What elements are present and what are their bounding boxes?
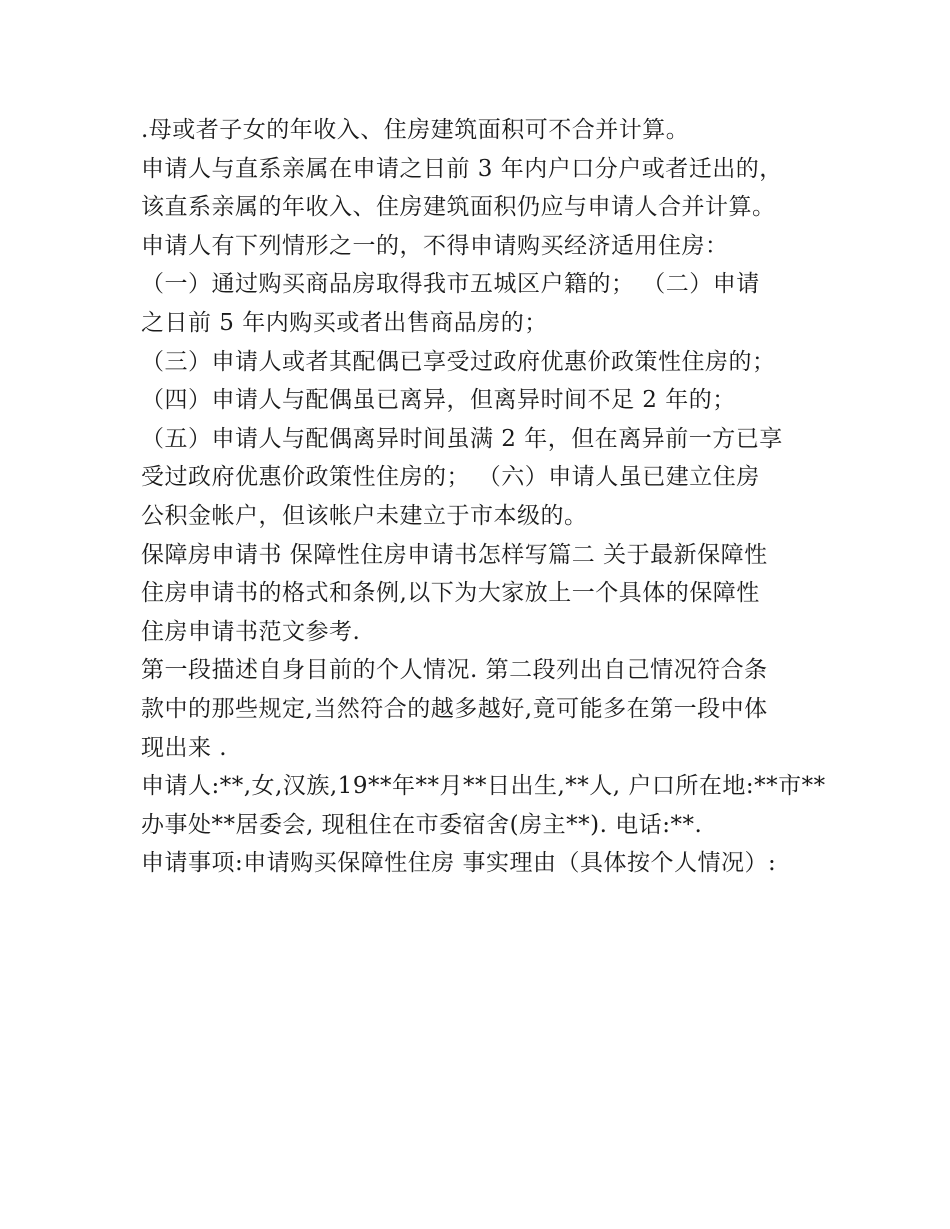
text-line: 受过政府优惠价政策性住房的； （六）申请人虽已建立住房 — [141, 464, 760, 491]
text-line: 保障房申请书 保障性住房申请书怎样写篇二 关于最新保障性 — [141, 541, 768, 568]
text-line: 该直系亲属的年收入、住房建筑面积仍应与申请人合并计算。 — [141, 194, 776, 221]
text-line: .母或者子女的年收入、住房建筑面积可不合并计算。 — [141, 117, 690, 143]
text-line: 申请人有下列情形之一的，不得申请购买经济适用住房： — [141, 232, 729, 259]
text-line: 办事处**居委会, 现租住在市委宿舍(房主**). 电话:**. — [141, 811, 703, 838]
text-line: 款中的那些规定,当然符合的越多越好,竟可能多在第一段中体 — [141, 695, 768, 722]
text-line: 之日前 5 年内购买或者出售商品房的； — [141, 309, 548, 336]
document-body — [141, 111, 826, 883]
text-line: 申请事项:申请购买保障性住房 事实理由（具体按个人情况）: — [141, 850, 777, 877]
text-line: （五）申请人与配偶离异时间虽满 2 年，但在离异前一方已享 — [141, 425, 783, 452]
text-line: 申请人与直系亲属在申请之日前 3 年内户口分户或者迁出的， — [141, 155, 783, 182]
text-line: 公积金帐户，但该帐户未建立于市本级的。 — [141, 502, 588, 529]
text-line: （四）申请人与配偶虽已离异，但离异时间不足 2 年的； — [141, 387, 736, 414]
text-line: （一）通过购买商品房取得我市五城区户籍的； （二）申请 — [141, 271, 760, 298]
text-line: （三）申请人或者其配偶已享受过政府优惠价政策性住房的； — [141, 348, 776, 375]
text-line: 第一段描述自身目前的个人情况. 第二段列出自己情况符合条 — [141, 657, 768, 684]
text-line: 住房申请书的格式和条例,以下为大家放上一个具体的保障性 — [141, 580, 760, 607]
text-line: 现出来 . — [141, 734, 228, 761]
text-line: 住房申请书范文参考. — [141, 618, 361, 645]
text-line: 申请人:**,女,汉族,19**年**月**日出生,**人, 户口所在地:**市** — [141, 773, 826, 800]
